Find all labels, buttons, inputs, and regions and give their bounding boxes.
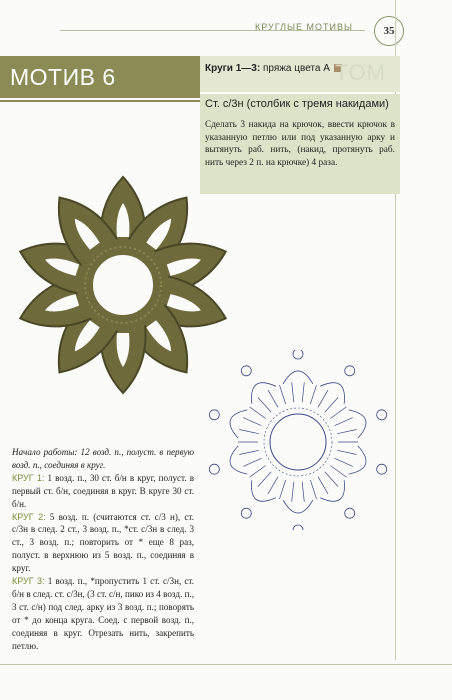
- diagram-stitch: [249, 466, 265, 478]
- diagram-stitch: [302, 482, 304, 502]
- diagram-arch: [230, 410, 247, 438]
- diagram-stitch: [239, 430, 259, 434]
- ghost-watermark: ТОМ: [335, 60, 386, 85]
- diagram-picot: [241, 508, 251, 518]
- diagram-stitch: [243, 418, 261, 426]
- page-title: МОТИВ 6: [10, 64, 116, 90]
- diagram-stitch: [258, 472, 271, 487]
- diagram-stitch: [239, 450, 259, 454]
- crochet-chart-diagram-icon: [198, 350, 398, 530]
- diagram-stitch: [335, 458, 353, 466]
- diagram-picot: [377, 410, 387, 420]
- rounds-label-bold: Круги 1—3:: [205, 63, 261, 74]
- round-2-label: КРУГ 2:: [12, 511, 46, 522]
- diagram-picot: [209, 410, 219, 420]
- title-rule: [0, 100, 200, 102]
- diagram-stitch: [310, 480, 316, 499]
- diagram-picot: [345, 508, 355, 518]
- round-1-text: 1 возд. п., 30 ст. б/н в круг, полуст. в первый ст. б/н, соединяя в круг. В круге 30 ст. б/н.: [12, 472, 194, 509]
- diagram-stitch: [335, 418, 353, 426]
- round-2: [12, 511, 194, 576]
- instructions: [12, 446, 194, 653]
- diagram-arch: [283, 500, 313, 513]
- diagram-sc-ring: [264, 408, 332, 476]
- diagram-picot: [209, 464, 219, 474]
- diagram-stitch: [258, 397, 271, 412]
- diagram-stitch: [318, 477, 328, 494]
- diagram-arch: [251, 383, 275, 404]
- diagram-arch: [283, 371, 313, 384]
- round-3: [12, 575, 194, 652]
- title-block: [0, 56, 200, 98]
- stitch-description: Сделать 3 накида на крючок, ввести крючок в указанную петлю или под указанную арку и вытянуть раб. нить, (накид, протянуть раб. нить через 2 п. на крючке) 4 раза.: [205, 120, 395, 168]
- intro-text: Начало работы: 12 возд. п., полуст. в первую возд. п., соединяя в круг.: [12, 447, 194, 470]
- diagram-arch: [230, 446, 247, 474]
- diagram-stitch: [318, 390, 328, 407]
- diagram-stitch: [249, 407, 265, 419]
- diagram-picot: [377, 464, 387, 474]
- page-bottom-edge: [0, 664, 452, 665]
- diagram-stitch: [337, 450, 357, 454]
- diagram-picot: [293, 350, 303, 359]
- diagram-stitch: [292, 482, 294, 502]
- running-head: КРУГЛЫЕ МОТИВЫ: [255, 22, 353, 32]
- diagram-stitch: [243, 458, 261, 466]
- diagram-center-ring: [270, 414, 326, 470]
- diagram-arch: [349, 446, 366, 474]
- diagram-stitch: [268, 390, 278, 407]
- diagram-stitch: [337, 430, 357, 434]
- round-3-text: 1 возд. п., *пропустить 1 ст. с/3н, ст. б/н в след. ст. с/3н, (3 ст. с/н, пико из 4 возд. п., 3 ст. с/н) под след. арку из 3 возд. п.; поворять от * до конца круга. Соед. с первой возд. п., соединяя в круг. Отрезать нить, закрепить петлю.: [12, 576, 194, 651]
- diagram-stitch: [325, 397, 338, 412]
- diagram-stitch: [268, 477, 278, 494]
- diagram-stitch: [330, 466, 346, 478]
- diagram-picot: [241, 366, 251, 376]
- page-number: 35: [374, 16, 404, 46]
- round-1-label: КРУГ 1:: [12, 472, 45, 483]
- diagram-stitch: [325, 472, 338, 487]
- diagram-arch: [251, 480, 275, 501]
- diagram-stitch: [292, 382, 294, 402]
- diagram-stitch: [302, 382, 304, 402]
- diagram-arch: [320, 383, 344, 404]
- diagram-stitch: [330, 407, 346, 419]
- stitch-title: Ст. с/3н (столбик с тремя накидами): [205, 98, 389, 110]
- diagram-picot: [293, 525, 303, 530]
- rounds-label: [205, 63, 342, 74]
- diagram-arch: [349, 410, 366, 438]
- round-1: [12, 472, 194, 511]
- diagram-stitch: [279, 480, 285, 499]
- round-2-text: 5 возд. п. (считаются ст. с/3 н), ст. с/3н в след. 2 ст., 3 возд. п., *ст. с/3н в след. 3 ст., 3 возд. п.; повторить от * еще 8 раз, полуст. в верхнюю из 5 возд. п., соединяя в круг.: [12, 511, 194, 574]
- diagram-stitch: [279, 385, 285, 404]
- diagram-picot: [345, 366, 355, 376]
- diagram-stitch: [310, 385, 316, 404]
- diagram-arch: [320, 480, 344, 501]
- round-3-label: КРУГ 3:: [12, 576, 45, 587]
- rounds-label-rest: пряжа цвета А: [260, 63, 330, 74]
